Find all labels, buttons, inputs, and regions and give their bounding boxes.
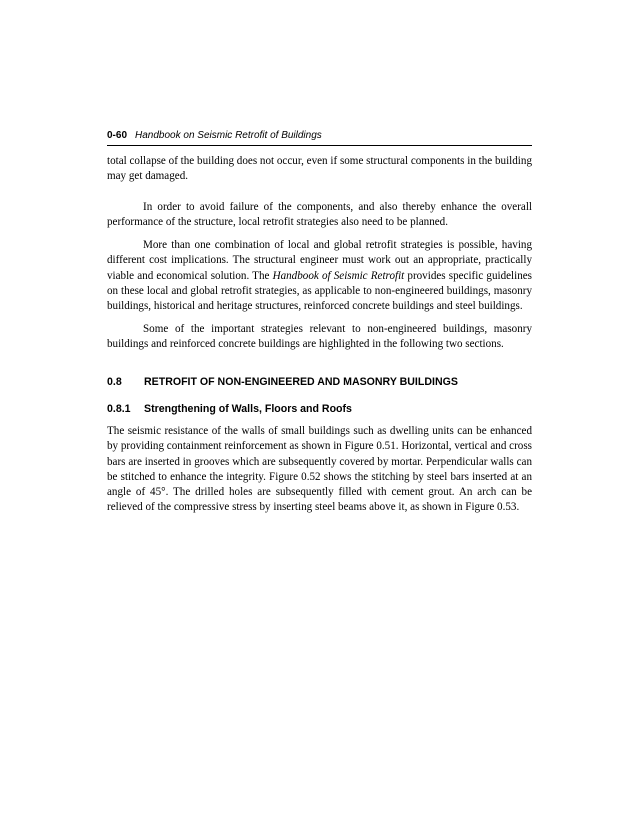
running-head: [107, 130, 532, 146]
section-heading-0-8: [107, 376, 532, 389]
page-number: 0-60: [107, 130, 128, 141]
paragraph-seismic-resistance: The seismic resistance of the walls of small buildings such as dwelling units can be enhanced by providing containment reinforcement as shown in Figure 0.51. Horizontal, vertical and cross bars are inserted in grooves which are subsequently covered by mortar. Perpendicular walls can be stitched to enhance the integrity. Figure 0.52 shows the stitching by steel bars inserted at an angle of 45°. The drilled holes are subsequently filled with cement grout. An arch can be relieved of the compressive stress by inserting steel beams above it, as shown in Figure 0.53.: [107, 425, 532, 514]
subsection-title: Strengthening of Walls, Floors and Roofs: [144, 403, 352, 415]
paragraph-important-strategies: Some of the important strategies relevant to non-engineered buildings, masonry buildings and reinforced concrete buildings are highlighted in the following two sections.: [107, 323, 532, 351]
paragraph-combination: [107, 238, 532, 314]
paragraph-collapse: total collapse of the building does not occur, even if some structural components in the building may get damaged.: [107, 155, 532, 183]
book-title: Handbook on Seismic Retrofit of Buildings: [135, 130, 322, 141]
paragraph-combination-end: provides specific guidelines on these local and global retrofit strategies, as applicable to non-engineered buildings, masonry buildings, historical and heritage structures, reinforced concrete buildings and steel buildings.: [107, 269, 532, 313]
handbook-title-italic: Handbook of Seismic Retrofit: [272, 269, 405, 282]
paragraph-combination-start: More than one combination of local and global retrofit strategies is possible, having different cost implications. The structural engineer must work out an appropriate, practically viable and economical solution. The: [107, 239, 532, 282]
subsection-number: 0.8.1: [107, 403, 131, 415]
section-title: RETROFIT OF NON-ENGINEERED AND MASONRY BUILDINGS: [144, 376, 458, 388]
paragraph-local-retrofit: In order to avoid failure of the components, and also thereby enhance the overall performance of the structure, local retrofit strategies also need to be planned.: [107, 201, 532, 229]
section-number: 0.8: [107, 376, 122, 388]
subsection-heading-0-8-1: [107, 403, 532, 416]
